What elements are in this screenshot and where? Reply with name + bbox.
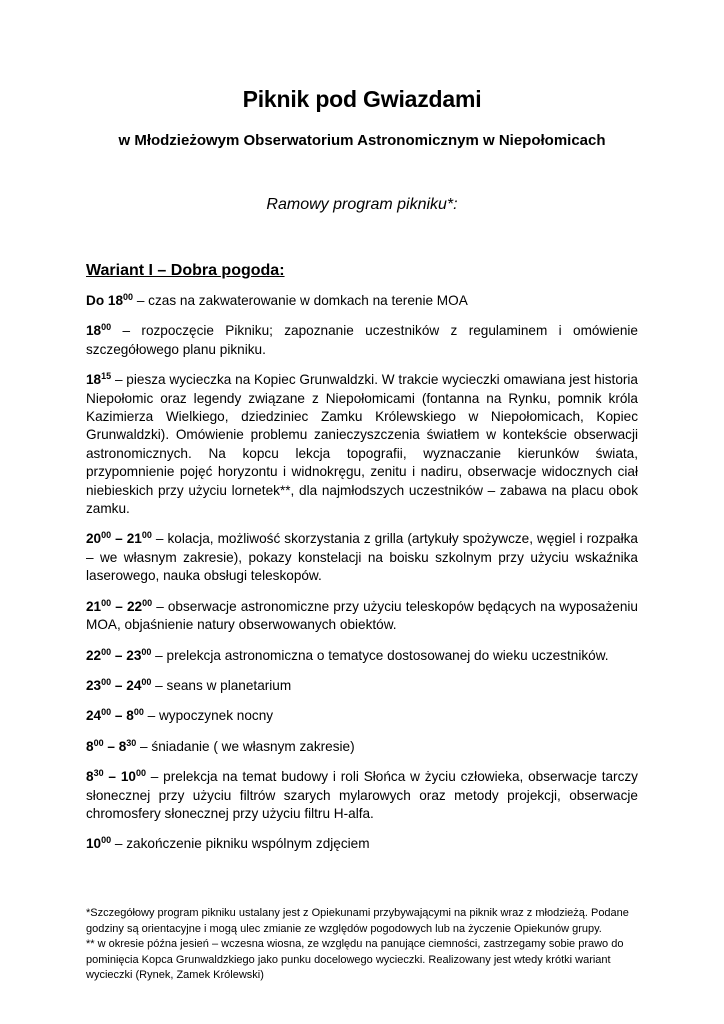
time-start-minutes: 30 [93,768,104,779]
schedule-entry [86,530,638,585]
schedule-time [86,648,151,663]
schedule-entry [86,371,638,518]
time-start-minutes: 15 [101,371,112,382]
time-start-hour: 20 [86,531,102,547]
schedule-entry [86,835,638,853]
schedule-description: – śniadanie ( we własnym zakresie) [136,738,355,754]
time-start-hour: 18 [107,293,124,308]
schedule-time [86,708,144,723]
time-separator: – [111,598,127,614]
schedule-description: – czas na zakwaterowanie w domkach na terenie MOA [133,293,468,308]
time-separator: – [103,769,121,785]
schedule-time [86,531,152,546]
time-end-minutes: 00 [141,646,152,657]
time-start-hour: 18 [86,372,102,388]
time-start-minutes: 00 [93,737,104,748]
time-start-minutes: 00 [101,707,112,718]
program-heading: Ramowy program pikniku*: [266,196,458,213]
schedule-entry [86,738,638,756]
time-start-minutes: 00 [101,322,112,333]
schedule-entry [86,768,638,823]
schedule-description: – seans w planetarium [151,677,292,693]
document-subtitle: w Młodzieżowym Obserwatorium Astronomicznym w Niepołomicach [118,132,606,149]
schedule-description: – obserwacje astronomiczne przy użyciu teleskopów będących na wyposażeniu MOA, objaśnienie natury obserwowanych obiektów. [86,598,638,633]
schedule-entry [86,292,638,310]
time-prefix: Do [86,293,108,308]
document-title: Piknik pod Gwiazdami [242,86,482,112]
time-start-minutes: 00 [101,835,112,846]
time-start-minutes: 00 [101,597,112,608]
footnote-program: *Szczegółowy program pikniku ustalany jest z Opiekunami przybywającymi na piknik wraz z młodzieżą. Podane godziny są orientacyjne i mogą ulec zmianie ze względów pogodowych lub na życzenie Opiekunów grupy. [86,907,629,935]
time-end-hour: 8 [126,708,134,724]
schedule-entry [86,677,638,695]
time-end-minutes: 00 [133,707,144,718]
time-start-hour: 24 [86,708,102,724]
schedule-time [86,599,152,614]
schedule-description: – wypoczynek nocny [143,708,274,724]
schedule-time [86,372,111,387]
time-end-minutes: 00 [135,768,146,779]
time-start-hour: 8 [86,769,94,785]
time-end-hour: 23 [126,647,142,663]
schedule-description: – piesza wycieczka na Kopiec Grunwaldzki. W trakcie wycieczki omawiana jest historia Niepołomic oraz legendy związane z Niepołomicami (fontanna na Rynku, pomnik króla Kazimierza Wielkiego, dziedziniec Zamku Królewskiego w Niepołomicach, Kopiec Grunwaldzki). Omówienie problemu zanieczyszczenia światłem w kontekście obserwacji astronomicznych. Na kopcu lekcja topografii, wyznaczanie kierunków świata, przypomnienie pojęć horyzontu i widnokręgu, zenitu i nadiru, obserwacje widocznych ciał niebieskich przy użyciu lornetek**, dla najmłodszych uczestników – zabawa na placu obok zamku. [86,372,638,517]
schedule-list [86,292,638,866]
time-end-minutes: 00 [141,676,152,687]
time-end-hour: 21 [126,531,142,547]
footnotes [86,906,638,984]
time-start-hour: 22 [86,647,102,663]
time-separator: – [111,708,127,724]
schedule-time [86,323,111,338]
schedule-time [86,836,111,851]
schedule-time [86,293,133,308]
schedule-description: – prelekcja na temat budowy i roli Słońca w życiu człowieka, obserwacje tarczy słonecznej przy użyciu filtrów szarych mylarowych oraz metody projekcji, obserwacje chromosfery słonecznej przy użyciu filtru H-alfa. [86,769,638,821]
time-start-minutes: 00 [101,646,112,657]
time-end-hour: 10 [120,769,136,785]
schedule-description: – prelekcja astronomiczna o tematyce dostosowanej do wieku uczestników. [151,647,609,663]
time-start-minutes: 00 [101,530,112,541]
schedule-time [86,739,136,754]
time-start-hour: 18 [86,323,102,339]
time-separator: – [111,647,127,663]
schedule-entry [86,598,638,635]
time-end-hour: 8 [118,738,127,754]
schedule-time [86,769,146,784]
time-end-minutes: 00 [142,597,153,608]
time-start-hour: 8 [86,738,94,754]
schedule-entry [86,322,638,359]
time-separator: – [103,738,119,754]
time-start-minutes: 00 [123,292,134,302]
time-start-minutes: 00 [101,676,112,687]
schedule-description: – rozpoczęcie Pikniku; zapoznanie uczestników z regulaminem i omówienie szczegółowego planu pikniku. [86,323,638,357]
footnote-binoculars: ** w okresie późna jesień – wczesna wiosna, ze względu na panujące ciemności, zastrzegamy sobie prawo do pominięcia Kopca Grunwaldzkiego jako punku docelowego wycieczki. Realizowany jest wtedy krótki wariant wycieczki (Rynek, Zamek Królewski) [86,938,624,981]
time-end-hour: 22 [126,598,143,614]
schedule-entry [86,647,638,665]
time-separator: – [111,677,127,693]
schedule-description: – zakończenie pikniku wspólnym zdjęciem [111,836,370,852]
variant-heading: Wariant I – Dobra pogoda: [86,262,285,279]
time-start-hour: 10 [86,836,102,852]
schedule-description: – kolacja, możliwość skorzystania z grilla (artykuły spożywcze, węgiel i rozpałka – we własnym zakresie), pokazy konstelacji na boisku szkolnym przy użyciu wskaźnika laserowego, nauka obsługi teleskopów. [86,531,638,584]
schedule-entry [86,707,638,725]
time-end-minutes: 30 [126,737,137,748]
time-start-hour: 21 [86,598,102,614]
schedule-time [86,678,151,693]
time-start-hour: 23 [86,677,102,693]
time-end-hour: 24 [126,677,142,693]
time-end-minutes: 00 [141,530,152,541]
time-separator: – [111,531,127,547]
